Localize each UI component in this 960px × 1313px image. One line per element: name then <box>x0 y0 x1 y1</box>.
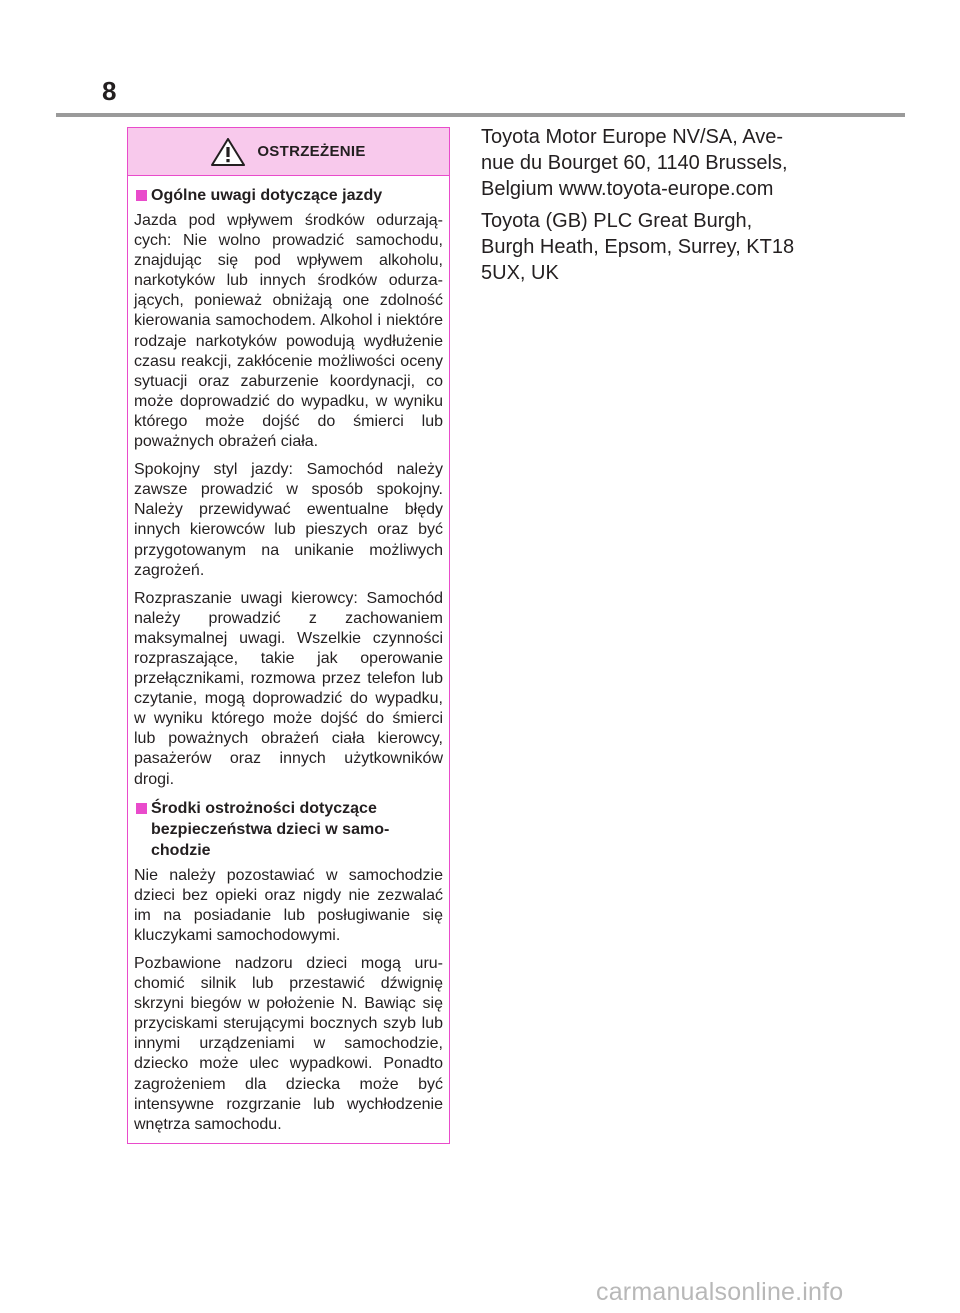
paragraph: Rozpraszanie uwagi kierowcy: Samochód należy prowadzić z zachowaniem maksymalnej uwagi. Wszelkie czynności rozpraszające, takie jak operowanie przełącznikami, rozmowa przez telefon lub czytanie, mogą doprowadzić do wypadku, w wyniku którego może dojść do śmierci lub poważnych obrażeń ciała kierowcy, pasażerów oraz innych użytkowników drogi. <box>134 589 443 788</box>
section-heading-text: Ogólne uwagi dotyczące jazdy <box>151 187 383 204</box>
header-rule <box>56 113 905 117</box>
warning-header <box>128 128 449 176</box>
paragraph: Nie należy pozostawiać w samochodzie dzieci bez opieki oraz nigdy nie zezwalać im na posiadanie lub posługiwanie się kluczykami samochodowymi. <box>134 866 443 944</box>
square-bullet-icon <box>136 803 147 814</box>
warning-triangle-icon <box>211 138 245 166</box>
page-number: 8 <box>102 76 117 106</box>
address-gb: Toyota (GB) PLC Great Burgh, Burgh Heath, Epsom, Surrey, KT18 5UX, UK <box>481 210 795 284</box>
paragraph: Jazda pod wpływem środków odurzających: Nie wolno prowadzić samochodu, znajdując się pod wpływem alkoholu, narkotyków lub innych środków odurzających, ponieważ obniżają one zdolność kierowania samochodem. Alkohol i niektóre rodzaje narkotyków powodują wydłużenie czasu reakcji, zakłócenie możliwości oceny sytuacji oraz zaburzenie koordynacji, co może doprowadzić do wypadku, w wyniku którego może dojść do śmierci lub poważnych obrażeń ciała. <box>134 212 443 451</box>
warning-body <box>128 176 449 1135</box>
paragraph: Spokojny styl jazdy: Samochód należy zawsze prowadzić w sposób spokojny. Należy przewidywać ewentualne błędy innych kierowców lub pieszych oraz być przygotowanym na unikanie możliwych zagrożeń. <box>134 461 443 579</box>
section-heading-children <box>134 798 443 861</box>
address-europe: Toyota Motor Europe NV/SA, Avenue du Bourget 60, 1140 Brussels, Belgium www.toyota-europe.com <box>481 126 788 200</box>
paragraph: Pozbawione nadzoru dzieci mogą uruchomić silnik lub przestawić dźwignię skrzyni biegów w położenie N. Bawiąc się przyciskami sterującymi bocznych szyb lub innymi urządzeniami w samochodzie, dziecko może ulec wypadkowi. Ponadto zagrożeniem dla dziecka może być intensywne rozgrzanie lub wychłodzenie wnętrza samochodu. <box>134 955 443 1133</box>
warning-box <box>127 127 450 1144</box>
section-heading-general <box>134 185 443 206</box>
publisher-addresses <box>481 124 801 292</box>
square-bullet-icon <box>136 190 147 201</box>
section-heading-text: Środki ostrożności dotyczące bezpieczeństwa dzieci w samochodzie <box>151 799 390 859</box>
warning-title: OSTRZEŻENIE <box>257 143 366 160</box>
watermark: carmanualsonline.info <box>596 1278 844 1306</box>
